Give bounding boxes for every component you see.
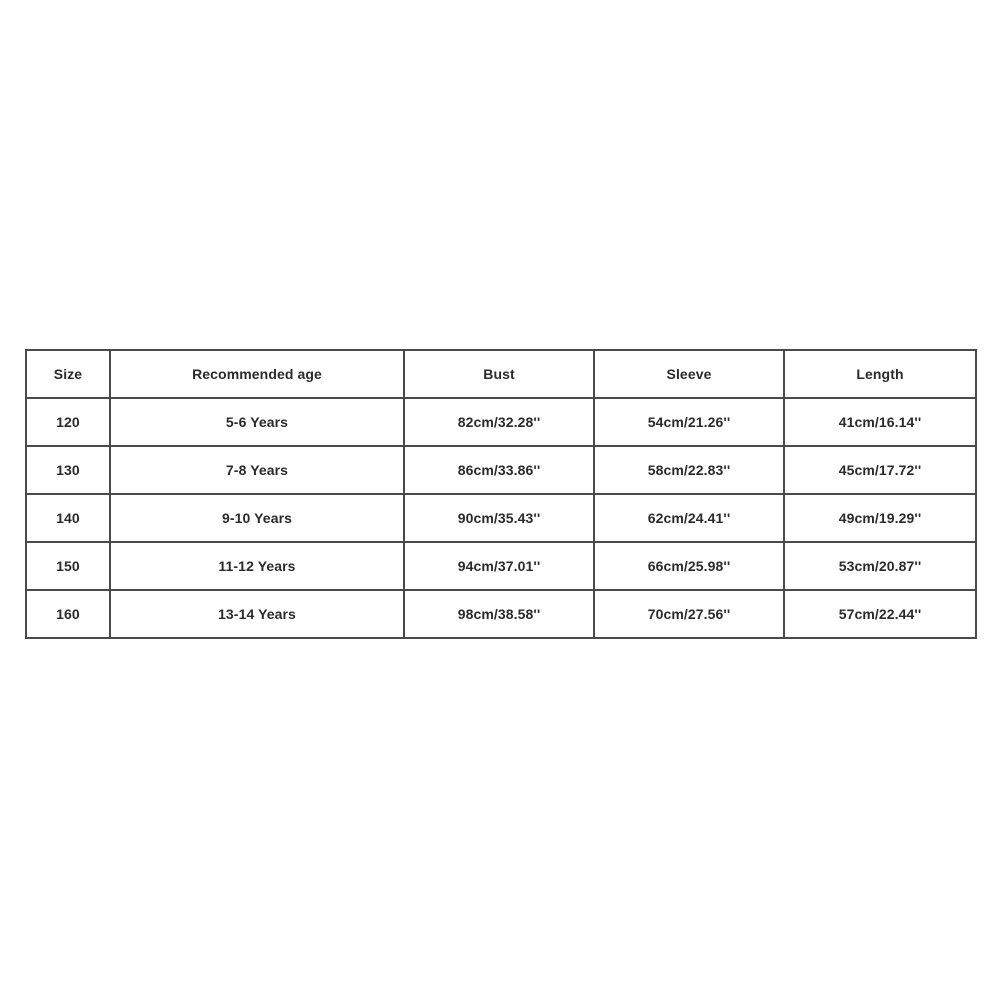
cell-length: 57cm/22.44'' [784,590,976,638]
cell-age: 11-12 Years [110,542,404,590]
cell-age: 7-8 Years [110,446,404,494]
table-row [26,542,976,590]
cell-bust: 94cm/37.01'' [404,542,594,590]
cell-sleeve: 58cm/22.83'' [594,446,784,494]
header-size: Size [26,350,110,398]
table-row [26,494,976,542]
cell-sleeve: 62cm/24.41'' [594,494,784,542]
table-row [26,398,976,446]
cell-bust: 98cm/38.58'' [404,590,594,638]
table-row [26,446,976,494]
table-header-row [26,350,976,398]
cell-sleeve: 70cm/27.56'' [594,590,784,638]
cell-size: 140 [26,494,110,542]
cell-sleeve: 54cm/21.26'' [594,398,784,446]
cell-bust: 86cm/33.86'' [404,446,594,494]
cell-size: 160 [26,590,110,638]
header-recommended-age: Recommended age [110,350,404,398]
table-row [26,590,976,638]
cell-age: 9-10 Years [110,494,404,542]
cell-length: 53cm/20.87'' [784,542,976,590]
cell-age: 5-6 Years [110,398,404,446]
header-bust: Bust [404,350,594,398]
cell-length: 49cm/19.29'' [784,494,976,542]
cell-bust: 82cm/32.28'' [404,398,594,446]
cell-size: 130 [26,446,110,494]
size-chart-table [25,349,977,639]
cell-sleeve: 66cm/25.98'' [594,542,784,590]
cell-size: 150 [26,542,110,590]
cell-bust: 90cm/35.43'' [404,494,594,542]
cell-length: 41cm/16.14'' [784,398,976,446]
header-sleeve: Sleeve [594,350,784,398]
cell-size: 120 [26,398,110,446]
cell-length: 45cm/17.72'' [784,446,976,494]
cell-age: 13-14 Years [110,590,404,638]
header-length: Length [784,350,976,398]
